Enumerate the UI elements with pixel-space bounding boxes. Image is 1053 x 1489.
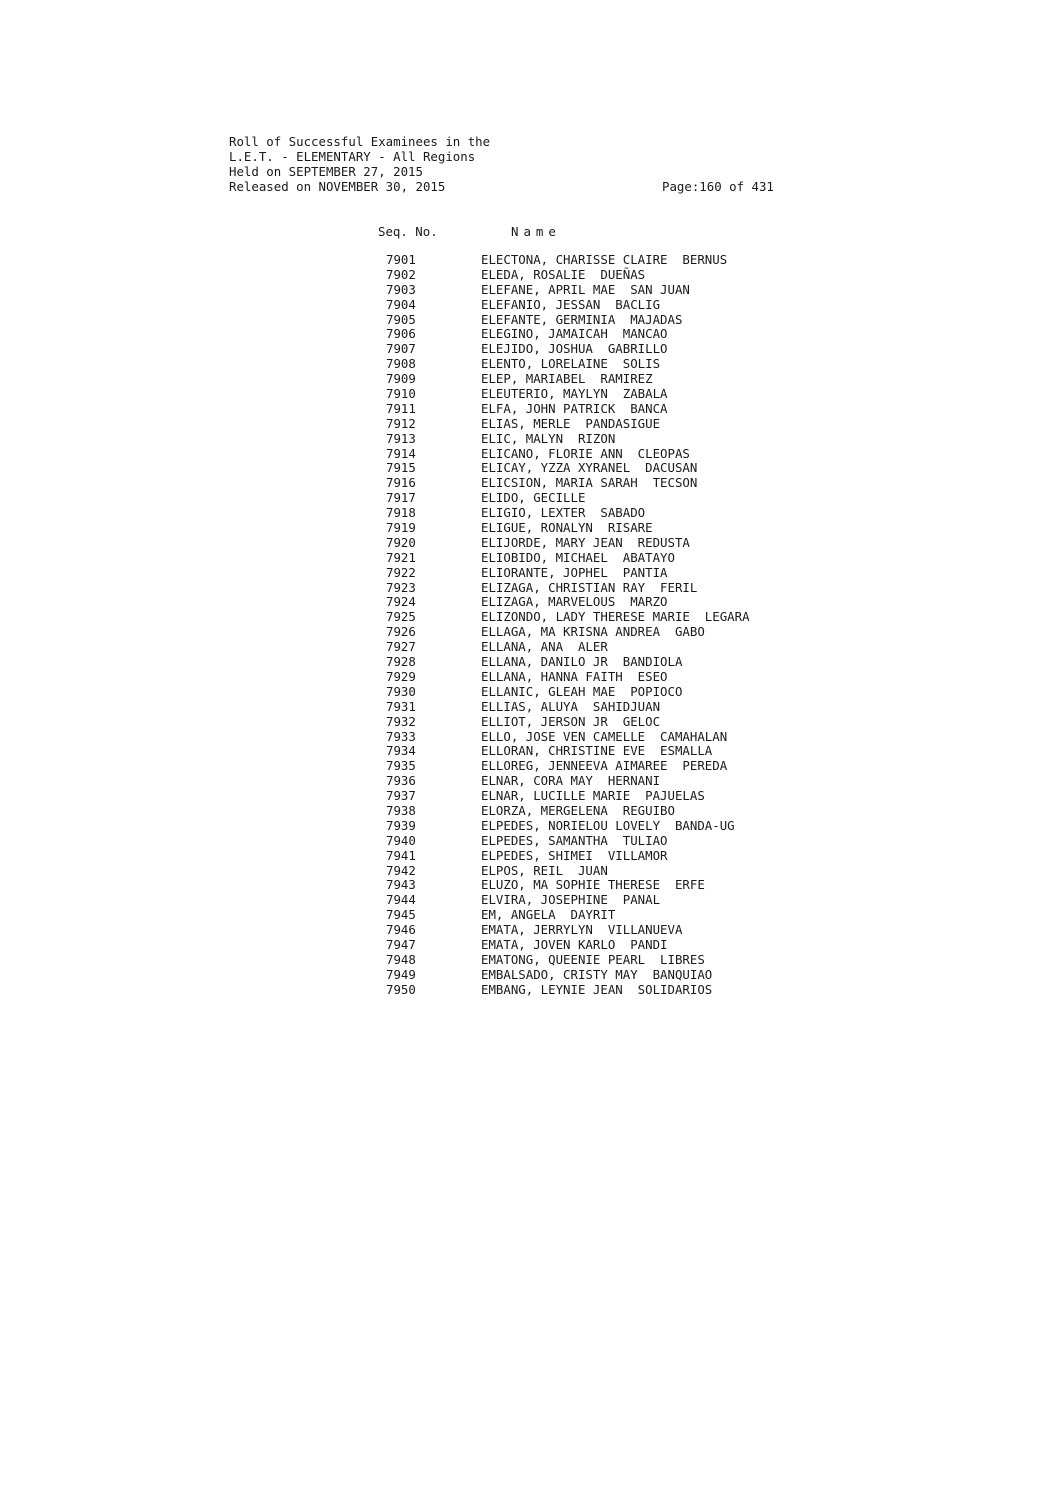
seq-number: 7939 (386, 817, 416, 833)
seq-number: 7904 (386, 296, 416, 312)
list-item (386, 849, 750, 864)
seq-number: 7907 (386, 341, 416, 357)
examinee-name: ELECTONA, CHARISSE CLAIRE BERNUS (481, 252, 728, 267)
examinee-name: ELIORANTE, JOPHEL PANTIA (481, 564, 668, 580)
examinee-name: ELLOREG, JENNEEVA AIMAREE PEREDA (481, 758, 728, 774)
examinee-name: ELEDA, ROSALIE DUEÑAS (481, 266, 646, 282)
column-header-seq: Seq. No. (378, 224, 438, 239)
list-item (386, 327, 750, 342)
seq-number: 7928 (386, 654, 416, 670)
column-header-name: Name (511, 224, 561, 239)
seq-number: 7913 (386, 430, 416, 446)
seq-number: 7910 (386, 386, 416, 402)
examinee-name: ELFA, JOHN PATRICK BANCA (481, 400, 668, 416)
examinee-name: ELIZONDO, LADY THERESE MARIE LEGARA (481, 609, 750, 625)
examinee-name: ELIZAGA, MARVELOUS MARZO (481, 594, 668, 610)
seq-number: 7935 (386, 758, 416, 774)
seq-number: 7933 (386, 728, 416, 744)
document-header (229, 134, 490, 194)
examinee-name: ELVIRA, JOSEPHINE PANAL (481, 892, 661, 908)
list-item (386, 655, 750, 670)
seq-number: 7946 (386, 922, 416, 938)
list-item (386, 774, 750, 789)
seq-number: 7943 (386, 877, 416, 893)
seq-number: 7929 (386, 668, 416, 684)
header-title-line: Roll of Successful Examinees in the (229, 134, 491, 149)
examinee-name: EM, ANGELA DAYRIT (481, 907, 616, 923)
list-item (386, 402, 750, 417)
examinee-name: ELLO, JOSE VEN CAMELLE CAMAHALAN (481, 728, 728, 744)
seq-number: 7919 (386, 520, 416, 536)
examinee-name: ELLANA, DANILO JR BANDIOLA (481, 654, 683, 670)
list-item (386, 730, 750, 745)
list-item (386, 640, 750, 655)
examinee-name: ELLIOT, JERSON JR GELOC (481, 713, 661, 729)
examinee-name: EMATA, JOVEN KARLO PANDI (481, 936, 668, 952)
list-item (386, 536, 750, 551)
list-item (386, 834, 750, 849)
examinee-name: ELEFANTE, GERMINIA MAJADAS (481, 311, 683, 327)
seq-number: 7905 (386, 311, 416, 327)
list-item (386, 670, 750, 685)
seq-number: 7922 (386, 564, 416, 580)
examinee-name: ELEFANIO, JESSAN BACLIG (481, 296, 661, 312)
examinee-name: ELEUTERIO, MAYLYN ZABALA (481, 386, 668, 402)
seq-number: 7936 (386, 773, 416, 789)
list-item (386, 313, 750, 328)
list-item (386, 789, 750, 804)
seq-number: 7918 (386, 505, 416, 521)
examinee-name: ELLANA, ANA ALER (481, 639, 608, 655)
seq-number: 7937 (386, 788, 416, 804)
examinee-name: ELORZA, MERGELENA REGUIBO (481, 802, 675, 818)
examinee-name: ELLANIC, GLEAH MAE POPIOCO (481, 683, 683, 699)
list-item (386, 983, 750, 998)
examinee-list (386, 253, 750, 998)
list-item (386, 953, 750, 968)
list-item (386, 253, 750, 268)
list-item (386, 447, 750, 462)
examinee-name: ELEFANE, APRIL MAE SAN JUAN (481, 281, 690, 297)
examinee-name: ELIGUE, RONALYN RISARE (481, 520, 653, 536)
list-item (386, 625, 750, 640)
list-item (386, 283, 750, 298)
list-item (386, 819, 750, 834)
list-item (386, 342, 750, 357)
list-item (386, 461, 750, 476)
list-item (386, 744, 750, 759)
seq-number: 7902 (386, 266, 416, 282)
examinee-name: ELIGIO, LEXTER SABADO (481, 505, 646, 521)
list-item (386, 551, 750, 566)
seq-number: 7934 (386, 743, 416, 759)
examinee-name: ELIJORDE, MARY JEAN REDUSTA (481, 534, 690, 550)
seq-number: 7932 (386, 713, 416, 729)
examinee-name: ELNAR, CORA MAY HERNANI (481, 773, 661, 789)
list-item (386, 908, 750, 923)
seq-number: 7908 (386, 356, 416, 372)
list-item (386, 476, 750, 491)
examinee-name: ELPEDES, SHIMEI VILLAMOR (481, 847, 668, 863)
list-item (386, 968, 750, 983)
list-item (386, 685, 750, 700)
examinee-name: ELUZO, MA SOPHIE THERESE ERFE (481, 877, 705, 893)
examinee-name: ELNAR, LUCILLE MARIE PAJUELAS (481, 788, 705, 804)
list-item (386, 387, 750, 402)
page-number: Page:160 of 431 (662, 179, 774, 194)
seq-number: 7903 (386, 281, 416, 297)
seq-number: 7923 (386, 579, 416, 595)
seq-number: 7938 (386, 802, 416, 818)
seq-number: 7911 (386, 400, 416, 416)
examinee-name: ELIDO, GECILLE (481, 490, 586, 506)
list-item (386, 521, 750, 536)
header-exam-line: L.E.T. - ELEMENTARY - All Regions (229, 149, 476, 164)
examinee-name: ELLANA, HANNA FAITH ESEO (481, 668, 668, 684)
list-item (386, 864, 750, 879)
seq-number: 7901 (386, 252, 416, 267)
list-item (386, 357, 750, 372)
seq-number: 7945 (386, 907, 416, 923)
examinee-name: ELEJIDO, JOSHUA GABRILLO (481, 341, 668, 357)
examinee-name: EMATONG, QUEENIE PEARL LIBRES (481, 951, 705, 967)
header-held-date: Held on SEPTEMBER 27, 2015 (229, 164, 423, 179)
list-item (386, 417, 750, 432)
seq-number: 7944 (386, 892, 416, 908)
list-item (386, 298, 750, 313)
list-item (386, 506, 750, 521)
seq-number: 7925 (386, 609, 416, 625)
examinee-name: ELLORAN, CHRISTINE EVE ESMALLA (481, 743, 713, 759)
examinee-name: ELICAY, YZZA XYRANEL DACUSAN (481, 460, 698, 476)
examinee-name: EMATA, JERRYLYN VILLANUEVA (481, 922, 683, 938)
seq-number: 7906 (386, 326, 416, 342)
seq-number: 7917 (386, 490, 416, 506)
seq-number: 7921 (386, 549, 416, 565)
list-item (386, 595, 750, 610)
seq-number: 7912 (386, 415, 416, 431)
examinee-name: ELICSION, MARIA SARAH TECSON (481, 475, 698, 491)
list-item (386, 268, 750, 283)
list-item (386, 759, 750, 774)
seq-number: 7942 (386, 862, 416, 878)
list-item (386, 432, 750, 447)
seq-number: 7931 (386, 698, 416, 714)
examinee-name: EMBALSADO, CRISTY MAY BANQUIAO (481, 966, 713, 982)
seq-number: 7930 (386, 683, 416, 699)
examinee-name: ELIZAGA, CHRISTIAN RAY FERIL (481, 579, 698, 595)
examinee-name: EMBANG, LEYNIE JEAN SOLIDARIOS (481, 981, 713, 997)
list-item (386, 700, 750, 715)
list-item (386, 715, 750, 730)
seq-number: 7947 (386, 936, 416, 952)
list-item (386, 566, 750, 581)
seq-number: 7915 (386, 460, 416, 476)
seq-number: 7949 (386, 966, 416, 982)
header-release-date: Released on NOVEMBER 30, 2015 (229, 179, 446, 194)
examinee-name: ELIOBIDO, MICHAEL ABATAYO (481, 549, 675, 565)
seq-number: 7940 (386, 832, 416, 848)
examinee-name: ELENTO, LORELAINE SOLIS (481, 356, 661, 372)
seq-number: 7927 (386, 639, 416, 655)
examinee-name: ELIAS, MERLE PANDASIGUE (481, 415, 661, 431)
seq-number: 7916 (386, 475, 416, 491)
seq-number: 7941 (386, 847, 416, 863)
seq-number: 7950 (386, 981, 416, 997)
seq-number: 7920 (386, 534, 416, 550)
seq-number: 7948 (386, 951, 416, 967)
examinee-name: ELEGINO, JAMAICAH MANCAO (481, 326, 668, 342)
list-item (386, 804, 750, 819)
examinee-name: ELPEDES, NORIELOU LOVELY BANDA-UG (481, 817, 735, 833)
list-item (386, 923, 750, 938)
list-item (386, 938, 750, 953)
list-item (386, 893, 750, 908)
list-item (386, 610, 750, 625)
examinee-name: ELPOS, REIL JUAN (481, 862, 608, 878)
examinee-name: ELIC, MALYN RIZON (481, 430, 616, 446)
examinee-name: ELPEDES, SAMANTHA TULIAO (481, 832, 668, 848)
seq-number: 7924 (386, 594, 416, 610)
seq-number: 7909 (386, 371, 416, 387)
examinee-name: ELLIAS, ALUYA SAHIDJUAN (481, 698, 661, 714)
list-item (386, 581, 750, 596)
seq-number: 7926 (386, 624, 416, 640)
list-item (386, 372, 750, 387)
examinee-name: ELEP, MARIABEL RAMIREZ (481, 371, 653, 387)
seq-number: 7914 (386, 445, 416, 461)
examinee-name: ELICANO, FLORIE ANN CLEOPAS (481, 445, 690, 461)
list-item (386, 878, 750, 893)
examinee-name: ELLAGA, MA KRISNA ANDREA GABO (481, 624, 705, 640)
list-item (386, 491, 750, 506)
